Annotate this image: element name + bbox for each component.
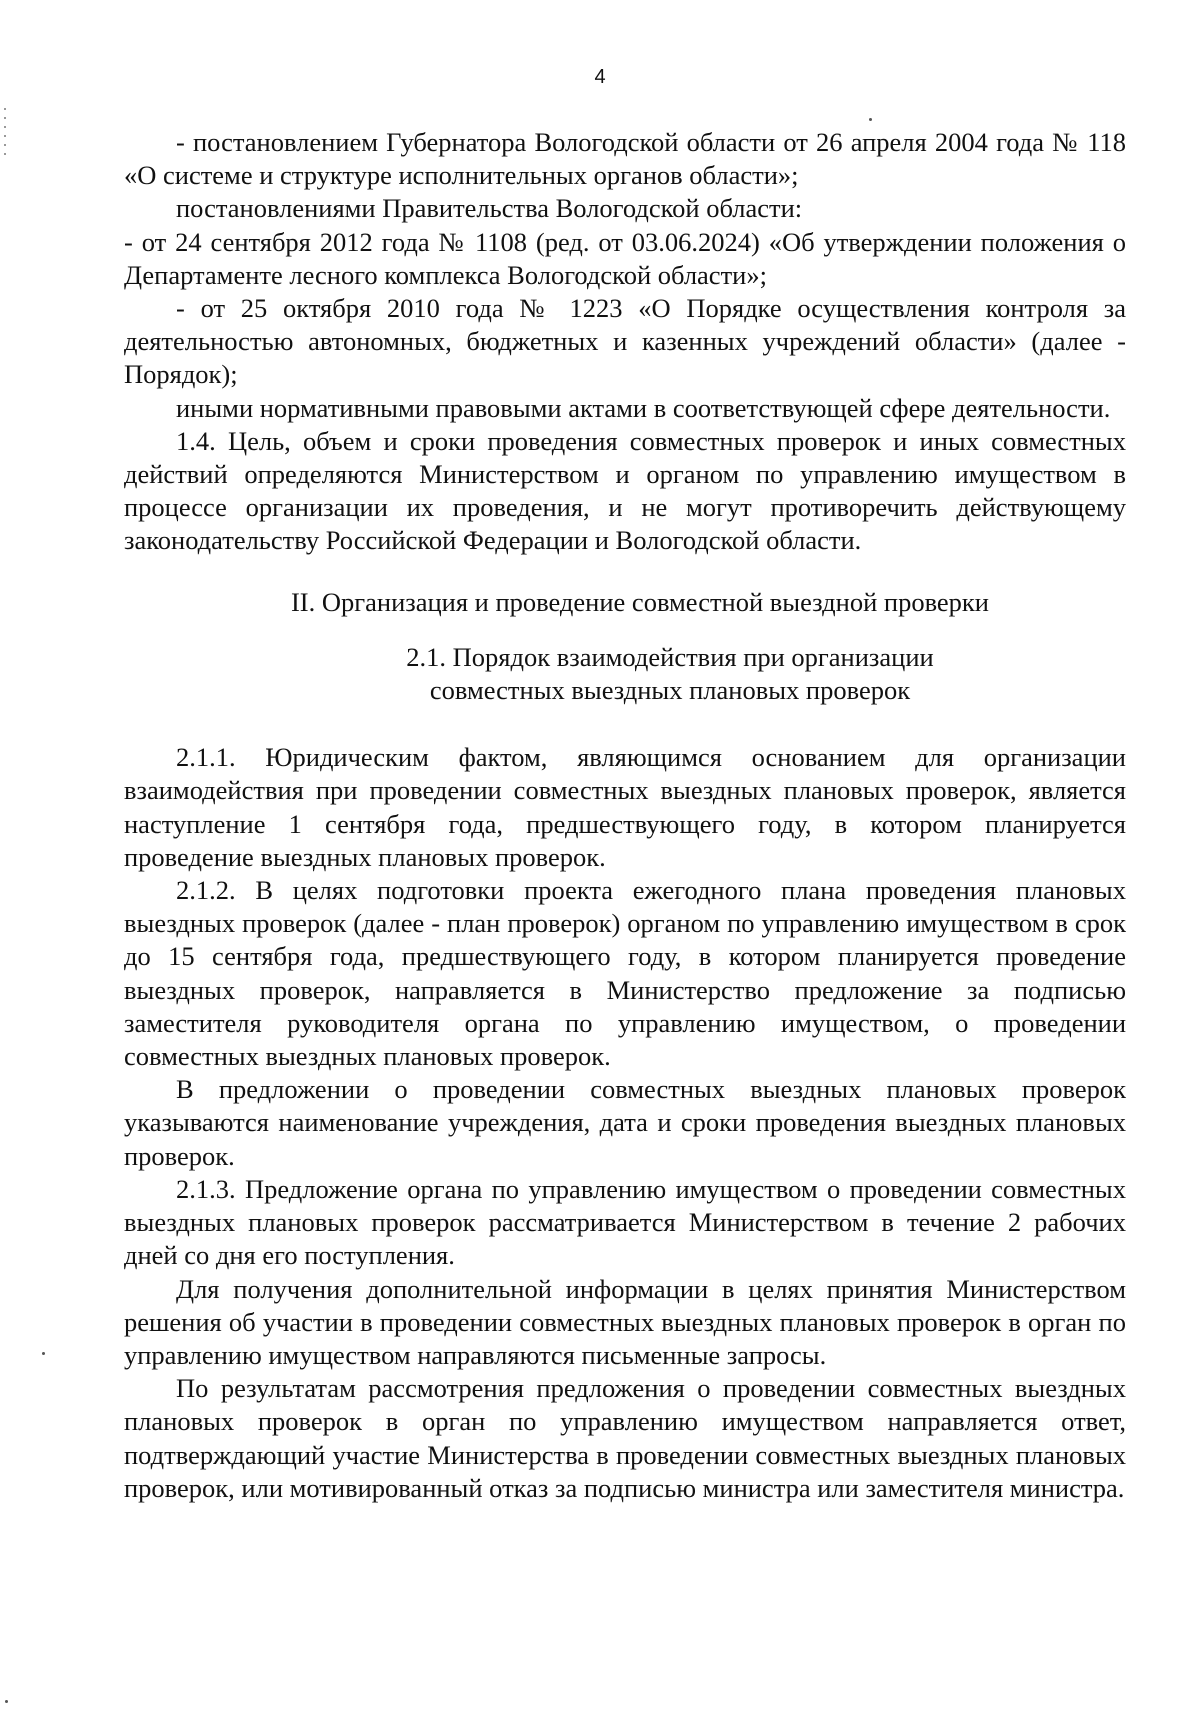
paragraph-2-1-1: 2.1.1. Юридическим фактом, являющимся основанием для организации взаимодействия при проведении совместных выездных плановых проверок, является наступление 1 сентября года, предшествующего году, в котором планируется проведение выездных плановых проверок. <box>124 742 1126 872</box>
paragraph-proposal-contents: В предложении о проведении совместных выездных плановых проверок указываются наименование учреждения, дата и сроки проведения выездных плановых проверок. <box>124 1074 1126 1171</box>
paragraph-decree-1223: - от 25 октября 2010 года № 1223 «О Порядке осуществления контроля за деятельностью автономных, бюджетных и казенных учреждений области» (далее - Порядок); <box>124 293 1126 390</box>
paragraph-2-1-3: 2.1.3. Предложение органа по управлению имуществом о проведении совместных выездных плановых проверок рассматривается Министерством в течение 2 рабочих дней со дня его поступления. <box>124 1173 1126 1271</box>
subsection-title-line-1: 2.1. Порядок взаимодействия при организации <box>406 641 934 672</box>
paragraph-government-decrees: постановлениями Правительства Вологодской области: <box>176 193 803 224</box>
page-number: 4 <box>594 66 606 88</box>
subsection-title-line-2: совместных выездных плановых проверок <box>429 675 911 706</box>
subsection-title <box>124 641 1126 707</box>
scan-edge-mark <box>4 108 6 160</box>
document-body <box>124 126 1126 1505</box>
paragraph-decree-1108: - от 24 сентября 2012 года № 1108 (ред. от 03.06.2024) «Об утверждении положения о Департаменте лесного комплекса Вологодской области»; <box>124 226 1126 290</box>
scan-speck <box>5 1700 8 1703</box>
paragraph-review-results: По результатам рассмотрения предложения о проведении совместных выездных плановых проверок в орган по управлению имуществом направляется ответ, подтверждающий участие Министерства в проведении совместных выездных плановых проверок, или мотивированный отказ за подписью министра или заместителя министра. <box>124 1373 1126 1503</box>
scan-speck <box>869 118 872 121</box>
paragraph-2-1-2: 2.1.2. В целях подготовки проекта ежегодного плана проведения плановых выездных проверок (далее - план проверок) органом по управлению имуществом в срок до 15 сентября года, предшествующего году, в котором планируется проведение выездных проверок, направляется в Министерство предложение за подписью заместителя руководителя органа по управлению имуществом, о проведении совместных выездных плановых проверок. <box>124 875 1126 1072</box>
scan-speck <box>42 1352 45 1355</box>
paragraph-other-acts: иными нормативными правовыми актами в соответствующей сфере деятельности. <box>176 392 1111 423</box>
paragraph-governor-decree: - постановлением Губернатора Вологодской области от 26 апреля 2004 года № 118 «О системе и структуре исполнительных органов области»; <box>124 127 1126 191</box>
paragraph-additional-info: Для получения дополнительной информации в целях принятия Министерством решения об участии в проведении совместных выездных плановых проверок в орган по управлению имуществом направляются письменные запросы. <box>124 1273 1126 1370</box>
section-title: II. Организация и проведение совместной выездной проверки <box>290 586 989 617</box>
paragraph-1-4: 1.4. Цель, объем и сроки проведения совместных проверок и иных совместных действий определяются Министерством и органом по управлению имуществом в процессе организации их проведения, и не могут противоречить действующему законодательству Российской Федерации и Вологодской области. <box>124 425 1126 556</box>
